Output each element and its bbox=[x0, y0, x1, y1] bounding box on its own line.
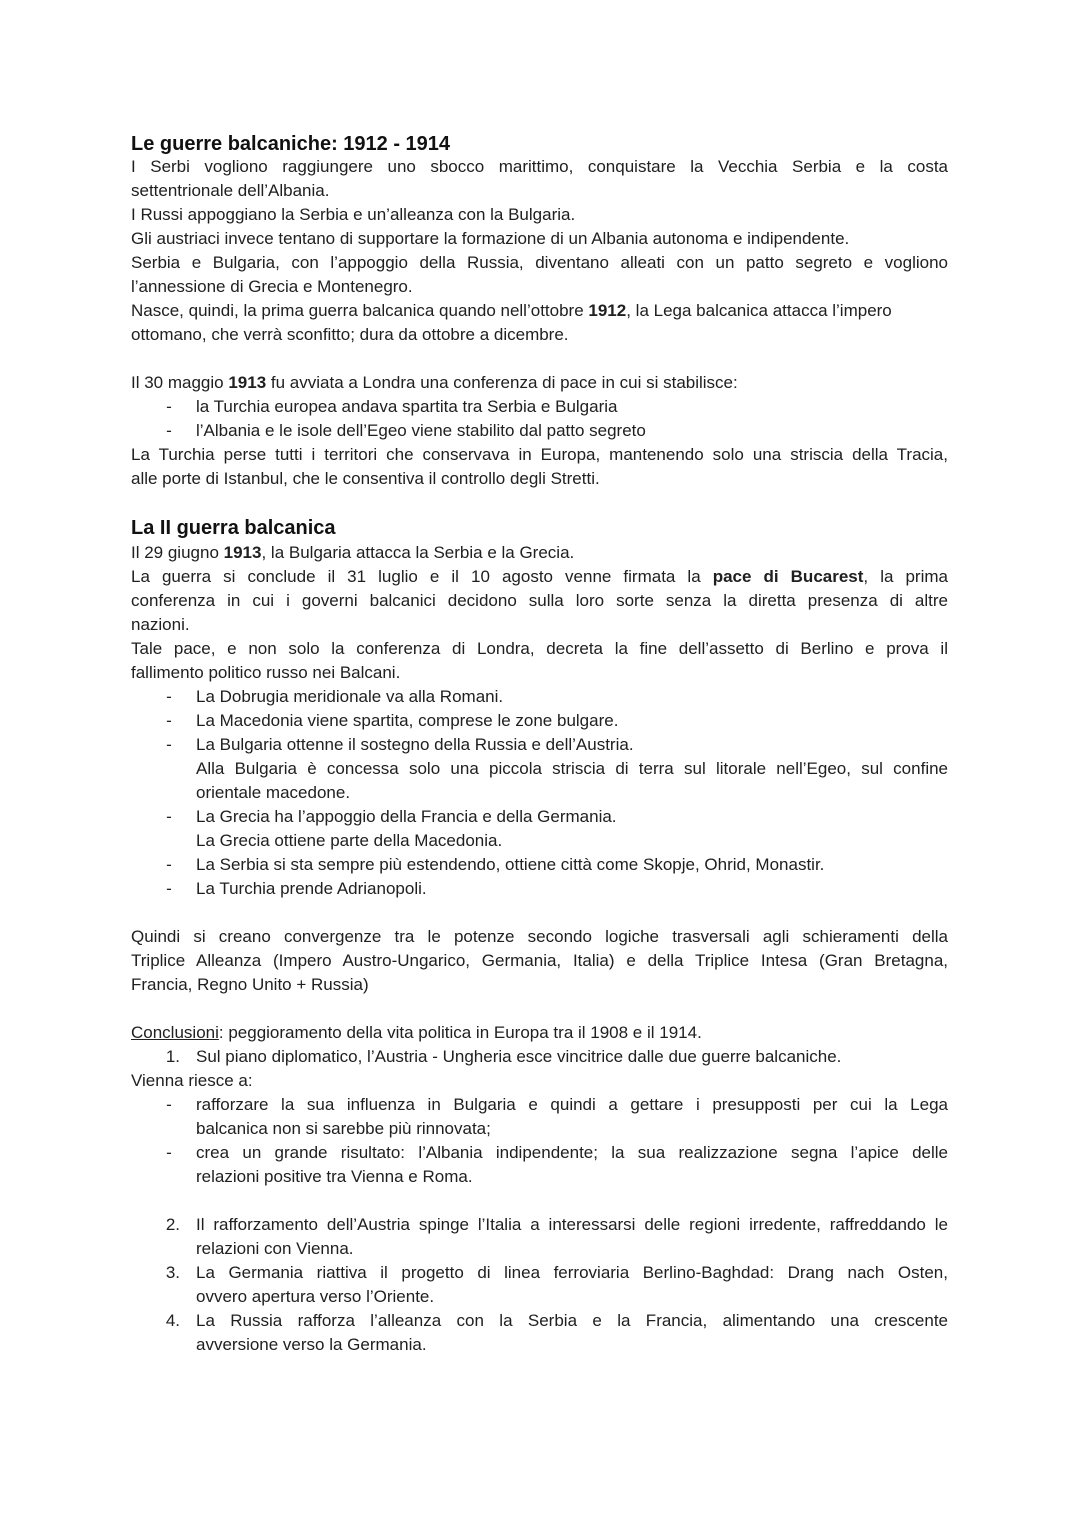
paragraph-line: ottomano, che verrà sconfitto; dura da ottobre a dicembre. bbox=[131, 325, 569, 344]
paragraph-line: conferenza in cui i governi balcanici decidono sulla loro sorte senza la diretta presenza di altre bbox=[131, 591, 948, 610]
list-number: 3. bbox=[165, 1263, 180, 1282]
paragraph-line: I Russi appoggiano la Serbia e un’alleanza con la Bulgaria. bbox=[131, 205, 576, 224]
text-run: Il 30 maggio bbox=[131, 373, 229, 392]
text-run: , la Bulgaria attacca la Serbia e la Grecia. bbox=[261, 543, 575, 562]
bullet-item: La Macedonia viene spartita, comprese le zone bulgare. bbox=[196, 711, 619, 730]
bold-treaty: pace di Bucarest bbox=[712, 567, 864, 586]
paragraph-line: nazioni. bbox=[131, 615, 190, 634]
bullet-dash: - bbox=[166, 687, 172, 706]
paragraph-line: La Turchia perse tutti i territori che conservava in Europa, mantenendo solo una striscia della Tracia, bbox=[131, 445, 948, 464]
numbered-item: La Germania riattiva il progetto di linea ferroviaria Berlino-Baghdad: Drang nach Osten, bbox=[196, 1263, 948, 1282]
text-run: , la Lega balcanica attacca l’impero bbox=[626, 301, 892, 320]
paragraph-line: alle porte di Istanbul, che le consentiva il controllo degli Stretti. bbox=[131, 469, 600, 488]
paragraph-line: Vienna riesce a: bbox=[131, 1071, 253, 1090]
numbered-item: Sul piano diplomatico, l’Austria - Ungheria esce vincitrice dalle due guerre balcaniche. bbox=[196, 1047, 842, 1066]
text-run: fu avviata a Londra una conferenza di pace in cui si stabilisce: bbox=[266, 373, 738, 392]
paragraph-line: Francia, Regno Unito + Russia) bbox=[131, 975, 369, 994]
numbered-item: relazioni con Vienna. bbox=[196, 1239, 354, 1258]
bullet-dash: - bbox=[166, 711, 172, 730]
bullet-item: relazioni positive tra Vienna e Roma. bbox=[196, 1167, 473, 1186]
bullet-item: la Turchia europea andava spartita tra Serbia e Bulgaria bbox=[196, 397, 618, 416]
paragraph-line: fallimento politico russo nei Balcani. bbox=[131, 663, 401, 682]
bullet-item: rafforzare la sua influenza in Bulgaria e quindi a gettare i presupposti per cui la Lega bbox=[196, 1095, 948, 1114]
list-number: 4. bbox=[165, 1311, 180, 1330]
bold-year: 1913 bbox=[223, 543, 262, 562]
heading-balkan-wars: Le guerre balcaniche: 1912 - 1914 bbox=[131, 133, 451, 155]
bullet-item: balcanica non si sarebbe più rinnovata; bbox=[196, 1119, 491, 1138]
paragraph-line: Triplice Alleanza (Impero Austro-Ungarico, Germania, Italia) e della Triplice Intesa (Gran Bretagna, bbox=[131, 951, 948, 970]
paragraph-line bbox=[131, 371, 948, 395]
bullet-dash: - bbox=[166, 879, 172, 898]
paragraph-line: Tale pace, e non solo la conferenza di Londra, decreta la fine dell’assetto di Berlino e prova il bbox=[131, 639, 948, 658]
paragraph-line: Quindi si creano convergenze tra le potenze secondo logiche trasversali agli schieramenti della bbox=[131, 927, 948, 946]
numbered-item: ovvero apertura verso l’Oriente. bbox=[196, 1287, 435, 1306]
bullet-item: La Turchia prende Adrianopoli. bbox=[196, 879, 427, 898]
bullet-dash: - bbox=[166, 397, 172, 416]
bullet-item: La Grecia ha l’appoggio della Francia e della Germania. bbox=[196, 807, 617, 826]
paragraph-line: Gli austriaci invece tentano di supportare la formazione di un Albania autonoma e indipendente. bbox=[131, 229, 850, 248]
bullet-dash: - bbox=[166, 807, 172, 826]
paragraph-line bbox=[131, 299, 948, 323]
bullet-item: l’Albania e le isole dell’Egeo viene stabilito dal patto segreto bbox=[196, 421, 646, 440]
bullet-item: La Dobrugia meridionale va alla Romani. bbox=[196, 687, 504, 706]
paragraph-line bbox=[131, 1021, 948, 1045]
list-number: 1. bbox=[165, 1047, 180, 1066]
text-run: Il 29 giugno bbox=[131, 543, 224, 562]
paragraph-line bbox=[131, 565, 948, 589]
text-run: Nasce, quindi, la prima guerra balcanica quando nell’ottobre bbox=[131, 301, 589, 320]
bullet-item: La Grecia ottiene parte della Macedonia. bbox=[196, 831, 503, 850]
text-run: La guerra si conclude il 31 luglio e il 10 agosto venne firmata la bbox=[131, 567, 713, 586]
heading-second-balkan-war: La II guerra balcanica bbox=[131, 517, 336, 539]
paragraph-line bbox=[131, 541, 948, 565]
bullet-item: crea un grande risultato: l’Albania indipendente; la sua realizzazione segna l’apice delle bbox=[196, 1143, 948, 1162]
bold-year: 1913 bbox=[228, 373, 267, 392]
bullet-item: Alla Bulgaria è concessa solo una piccola striscia di terra sul litorale nell’Egeo, sul confine bbox=[196, 759, 948, 778]
bold-year: 1912 bbox=[588, 301, 627, 320]
bullet-dash: - bbox=[166, 1095, 172, 1114]
text-run: , la prima bbox=[863, 567, 948, 586]
underlined-label: Conclusioni bbox=[131, 1023, 219, 1042]
bullet-dash: - bbox=[166, 855, 172, 874]
list-number: 2. bbox=[165, 1215, 180, 1234]
bullet-dash: - bbox=[166, 421, 172, 440]
paragraph-line: settentrionale dell’Albania. bbox=[131, 181, 330, 200]
bullet-item: La Bulgaria ottenne il sostegno della Russia e dell’Austria. bbox=[196, 735, 634, 754]
text-run: : peggioramento della vita politica in Europa tra il 1908 e il 1914. bbox=[218, 1023, 702, 1042]
paragraph-line: l’annessione di Grecia e Montenegro. bbox=[131, 277, 413, 296]
bullet-dash: - bbox=[166, 1143, 172, 1162]
numbered-item: Il rafforzamento dell’Austria spinge l’Italia a interessarsi delle regioni irredente, raffreddando le bbox=[196, 1215, 948, 1234]
numbered-item: avversione verso la Germania. bbox=[196, 1335, 427, 1354]
bullet-dash: - bbox=[166, 735, 172, 754]
paragraph-line: I Serbi vogliono raggiungere uno sbocco marittimo, conquistare la Vecchia Serbia e la costa bbox=[131, 157, 948, 176]
paragraph-line: Serbia e Bulgaria, con l’appoggio della Russia, diventano alleati con un patto segreto e vogliono bbox=[131, 253, 948, 272]
bullet-item: La Serbia si sta sempre più estendendo, ottiene città come Skopje, Ohrid, Monastir. bbox=[196, 855, 825, 874]
bullet-item: orientale macedone. bbox=[196, 783, 351, 802]
numbered-item: La Russia rafforza l’alleanza con la Serbia e la Francia, alimentando una crescente bbox=[196, 1311, 948, 1330]
